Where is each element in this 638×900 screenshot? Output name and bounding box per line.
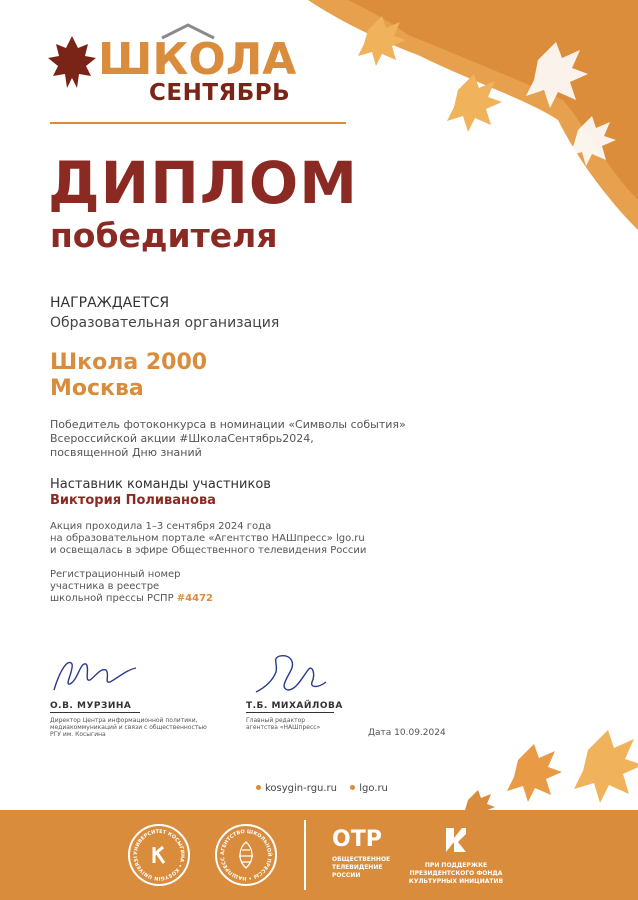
logo-divider xyxy=(50,122,346,124)
otr-caption xyxy=(332,856,390,880)
fund-logo xyxy=(406,826,506,886)
bullet-icon xyxy=(350,785,355,790)
svg-text:АГЕНТСТВО ШКОЛЬНОЙ ПРЕССЫ • НА xyxy=(217,826,274,881)
mentor-label: Наставник команды участников xyxy=(50,477,271,492)
registration-line-text: школьной прессы РСПР xyxy=(50,593,177,604)
role-line: Главный редактор xyxy=(246,717,306,724)
event-line: Акция проходила 1–3 сентября 2024 года xyxy=(50,521,272,532)
logo-school-text: ШКОЛА xyxy=(98,34,297,85)
otr-caption-line: ОБЩЕСТВЕННОЕ xyxy=(332,856,391,863)
otr-caption-line: РОССИИ xyxy=(332,872,361,879)
link-kosygin[interactable]: kosygin-rgu.ru xyxy=(265,783,338,794)
event-info xyxy=(50,521,366,557)
role-line: Директор Центра информационной политики, xyxy=(50,717,198,724)
signature-icon xyxy=(250,648,330,700)
university-ring-icon xyxy=(130,826,188,884)
agency-logo-icon xyxy=(215,824,277,886)
otr-caption-line: ТЕЛЕВИДЕНИЕ xyxy=(332,864,383,871)
fund-logo-icon xyxy=(444,826,468,854)
description-line: Победитель фотоконкурса в номинации «Символы события» xyxy=(50,418,406,431)
registration-line: участника в реестре xyxy=(50,581,160,592)
role-line: медиакоммуникаций и связи с общественностью xyxy=(50,724,207,731)
mentor-name: Виктория Поливанова xyxy=(50,493,216,508)
signatory-name-2: Т.Б. МИХАЙЛОВА xyxy=(246,701,343,711)
school-name: Школа 2000 xyxy=(50,350,208,375)
signature-line-2 xyxy=(246,712,334,713)
agency-ring-text: АГЕНТСТВО ШКОЛЬНОЙ ПРЕССЫ • НАШПРЕСС xyxy=(219,828,273,882)
registration-line: Регистрационный номер xyxy=(50,569,181,580)
footer xyxy=(0,810,638,900)
description-line: посвященной Дню знаний xyxy=(50,446,202,459)
fund-caption xyxy=(406,862,506,886)
fund-caption-line: ПРЕЗИДЕНТСКОГО ФОНДА xyxy=(409,870,503,877)
signature-icon xyxy=(50,650,140,700)
org-type: Образовательная организация xyxy=(50,315,280,331)
fund-caption-line: КУЛЬТУРНЫХ ИНИЦИАТИВ xyxy=(408,878,504,885)
city: Москва xyxy=(50,376,144,401)
diploma-title: ДИПЛОМ xyxy=(48,149,358,217)
award-description xyxy=(50,418,470,460)
signature-line-1 xyxy=(50,712,140,713)
registration-info xyxy=(50,569,213,605)
event-line: на образовательном портале «Агентство НАШпресс» lgo.ru xyxy=(50,533,365,544)
signatory-role-2 xyxy=(246,717,320,731)
university-ring-text: УНИВЕРСИТЕТ КОСЫГИНА • KOSYGIN UNIVERSI xyxy=(132,828,186,882)
footer-divider xyxy=(304,820,306,890)
links xyxy=(256,783,388,794)
logo-month-text: СЕНТЯБРЬ xyxy=(149,80,291,106)
registration-line xyxy=(50,593,213,605)
event-line: и освещалась в эфире Общественного телевидения России xyxy=(50,545,367,556)
role-line: РГУ им. Косыгина xyxy=(50,731,106,738)
otr-logo-icon: ОТР xyxy=(332,827,382,852)
registration-number: #4472 xyxy=(176,593,213,604)
fund-caption-line: ПРИ ПОДДЕРЖКЕ xyxy=(424,862,488,869)
description-line: Всероссийской акции #ШколаСентябрь2024, xyxy=(50,432,314,445)
otr-logo xyxy=(332,828,390,880)
agency-ring-icon xyxy=(217,826,275,884)
maple-leaf-icon xyxy=(46,34,98,90)
university-logo-icon xyxy=(128,824,190,886)
issue-date: Дата 10.09.2024 xyxy=(368,728,446,738)
signatory-name-1: О.В. МУРЗИНА xyxy=(50,701,132,711)
logo xyxy=(46,18,346,108)
bullet-icon xyxy=(256,785,261,790)
link-lgo[interactable]: lgo.ru xyxy=(359,783,388,794)
diploma-subtitle: победителя xyxy=(50,216,278,255)
awarded-label: НАГРАЖДАЕТСЯ xyxy=(50,295,170,311)
autumn-leaves-decoration xyxy=(458,730,638,820)
role-line: агентства «НАШпресс» xyxy=(246,724,321,731)
signatory-role-1 xyxy=(50,717,207,738)
